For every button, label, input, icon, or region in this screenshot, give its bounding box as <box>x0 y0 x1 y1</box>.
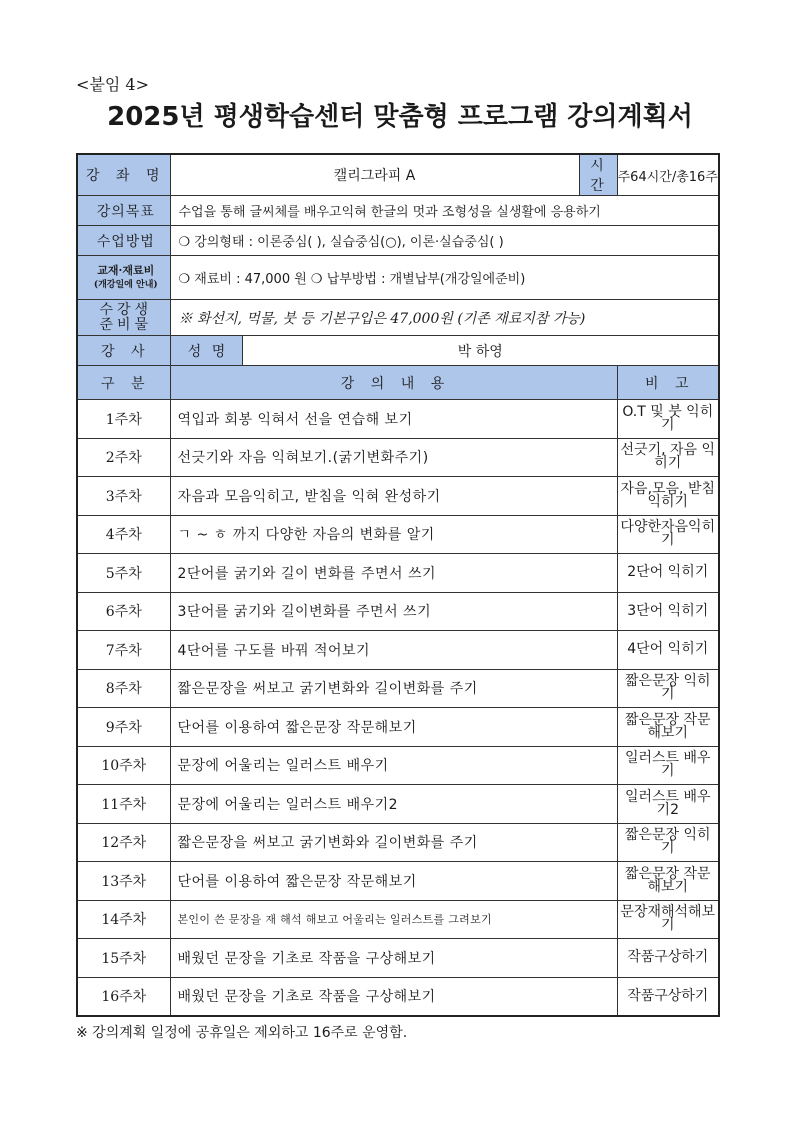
week-cell: 6주차 <box>77 592 170 631</box>
content-cell: 배웠던 문장을 기초로 작품을 구상해보기 <box>170 939 617 978</box>
content-cell: 자음과 모음익히고, 받침을 익혀 완성하기 <box>170 477 617 516</box>
note-cell: 문장재해석해보기 <box>617 900 719 939</box>
week-cell: 5주차 <box>77 554 170 593</box>
week-cell: 14주차 <box>77 900 170 939</box>
schedule-row <box>77 438 719 477</box>
schedule-row <box>77 631 719 670</box>
note-cell: 작품구상하기 <box>617 939 719 978</box>
content-cell: 4단어를 구도를 바꿔 적어보기 <box>170 631 617 670</box>
goal-value: 수업을 통해 글씨체를 배우고익혀 한글의 멋과 조형성을 실생활에 응용하기 <box>170 196 719 226</box>
content-cell: 단어를 이용하여 짧은문장 작문해보기 <box>170 708 617 747</box>
content-cell: 선긋기와 자음 익혀보기.(굵기변화주기) <box>170 438 617 477</box>
schedule-row <box>77 554 719 593</box>
schedule-row <box>77 977 719 1016</box>
week-cell: 15주차 <box>77 939 170 978</box>
note-cell: 짧은문장 작문해보기 <box>617 862 719 901</box>
lecture-plan-table <box>76 153 720 1017</box>
schedule-row <box>77 515 719 554</box>
week-cell: 13주차 <box>77 862 170 901</box>
instructor-label: 강 사 <box>77 336 170 366</box>
note-cell: 짧은문장 익히기 <box>617 823 719 862</box>
prep-row <box>77 300 719 336</box>
week-cell: 3주차 <box>77 477 170 516</box>
week-cell: 12주차 <box>77 823 170 862</box>
week-cell: 4주차 <box>77 515 170 554</box>
schedule-row <box>77 592 719 631</box>
schedule-row <box>77 669 719 708</box>
instructor-name: 박 하영 <box>242 336 719 366</box>
schedule-row <box>77 746 719 785</box>
method-label: 수업방법 <box>77 226 170 256</box>
schedule-row <box>77 785 719 824</box>
week-cell: 11주차 <box>77 785 170 824</box>
content-cell: 배웠던 문장을 기초로 작품을 구상해보기 <box>170 977 617 1016</box>
schedule-row <box>77 900 719 939</box>
schedule-row <box>77 708 719 747</box>
note-cell: 일러스트 배우기 <box>617 746 719 785</box>
content-cell: 본인이 쓴 문장을 재 해석 해보고 어울리는 일러스트를 그려보기 <box>170 900 617 939</box>
content-cell: 단어를 이용하여 짧은문장 작문해보기 <box>170 862 617 901</box>
content-cell: 문장에 어울리는 일러스트 배우기 <box>170 746 617 785</box>
fee-label-line1: 교재·재료비 <box>97 263 155 277</box>
document-title: 2025년 평생학습센터 맞춤형 프로그램 강의계획서 <box>107 102 693 132</box>
fee-value: ❍ 재료비 : 47,000 원 ❍ 납부방법 : 개별납부(개강일에준비) <box>170 256 719 300</box>
week-cell: 16주차 <box>77 977 170 1016</box>
attachment-label: <붙임 4> <box>76 75 149 94</box>
note-cell: 2단어 익히기 <box>617 554 719 593</box>
content-cell: 문장에 어울리는 일러스트 배우기2 <box>170 785 617 824</box>
schedule-row <box>77 823 719 862</box>
instructor-row <box>77 336 719 366</box>
schedule-header-row <box>77 366 719 400</box>
footnote: ※ 강의계획 일정에 공휴일은 제외하고 16주로 운영함. <box>76 1025 408 1041</box>
note-cell: 3단어 익히기 <box>617 592 719 631</box>
fee-label <box>77 256 170 300</box>
content-header: 강 의 내 용 <box>170 366 617 400</box>
time-value: 주64시간/총16주 <box>617 154 719 196</box>
week-header: 구 분 <box>77 366 170 400</box>
note-cell: O.T 및 붓 익히기 <box>617 400 719 439</box>
instructor-name-label: 성 명 <box>170 336 242 366</box>
content-cell: 2단어를 굵기와 길이 변화를 주면서 쓰기 <box>170 554 617 593</box>
course-name-value: 캘리그라피 A <box>170 154 579 196</box>
week-cell: 2주차 <box>77 438 170 477</box>
goal-row <box>77 196 719 226</box>
week-cell: 9주차 <box>77 708 170 747</box>
week-cell: 1주차 <box>77 400 170 439</box>
week-cell: 10주차 <box>77 746 170 785</box>
content-cell: 짧은문장을 써보고 굵기변화와 길이변화를 주기 <box>170 823 617 862</box>
prep-label-line1: 수강생 <box>99 301 153 318</box>
method-row <box>77 226 719 256</box>
note-cell: 작품구상하기 <box>617 977 719 1016</box>
prep-label <box>77 300 170 336</box>
content-cell: 짧은문장을 써보고 굵기변화와 길이변화를 주기 <box>170 669 617 708</box>
note-cell: 다양한자음익히기 <box>617 515 719 554</box>
schedule-row <box>77 400 719 439</box>
note-cell: 일러스트 배우기2 <box>617 785 719 824</box>
week-cell: 8주차 <box>77 669 170 708</box>
note-cell: 자음,모음, 받침익히기 <box>617 477 719 516</box>
note-header: 비 고 <box>617 366 719 400</box>
course-name-label: 강 좌 명 <box>77 154 170 196</box>
note-cell: 4단어 익히기 <box>617 631 719 670</box>
schedule-row <box>77 477 719 516</box>
goal-label: 강의목표 <box>77 196 170 226</box>
prep-value: ※ 화선지, 먹물, 붓 등 기본구입은 47,000원 (기존 재료지참 가능) <box>170 300 719 336</box>
note-cell: 짧은문장 작문해보기 <box>617 708 719 747</box>
schedule-row <box>77 939 719 978</box>
schedule-row <box>77 862 719 901</box>
fee-row <box>77 256 719 300</box>
note-cell: 선긋기, 자음 익히기 <box>617 438 719 477</box>
content-cell: 역입과 회봉 익혀서 선을 연습해 보기 <box>170 400 617 439</box>
week-cell: 7주차 <box>77 631 170 670</box>
schedule-body <box>77 400 719 1016</box>
method-value: ❍ 강의형태 : 이론중심( ), 실습중심(○), 이론·실습중심( ) <box>170 226 719 256</box>
prep-label-line2: 준비물 <box>99 316 153 333</box>
content-cell: ㄱ ~ ㅎ 까지 다양한 자음의 변화를 알기 <box>170 515 617 554</box>
time-label: 시 간 <box>579 154 617 196</box>
content-cell: 3단어를 굵기와 길이변화를 주면서 쓰기 <box>170 592 617 631</box>
fee-label-line2: (개강일에 안내) <box>93 279 158 290</box>
course-name-row <box>77 154 719 196</box>
note-cell: 짧은문장 익히기 <box>617 669 719 708</box>
